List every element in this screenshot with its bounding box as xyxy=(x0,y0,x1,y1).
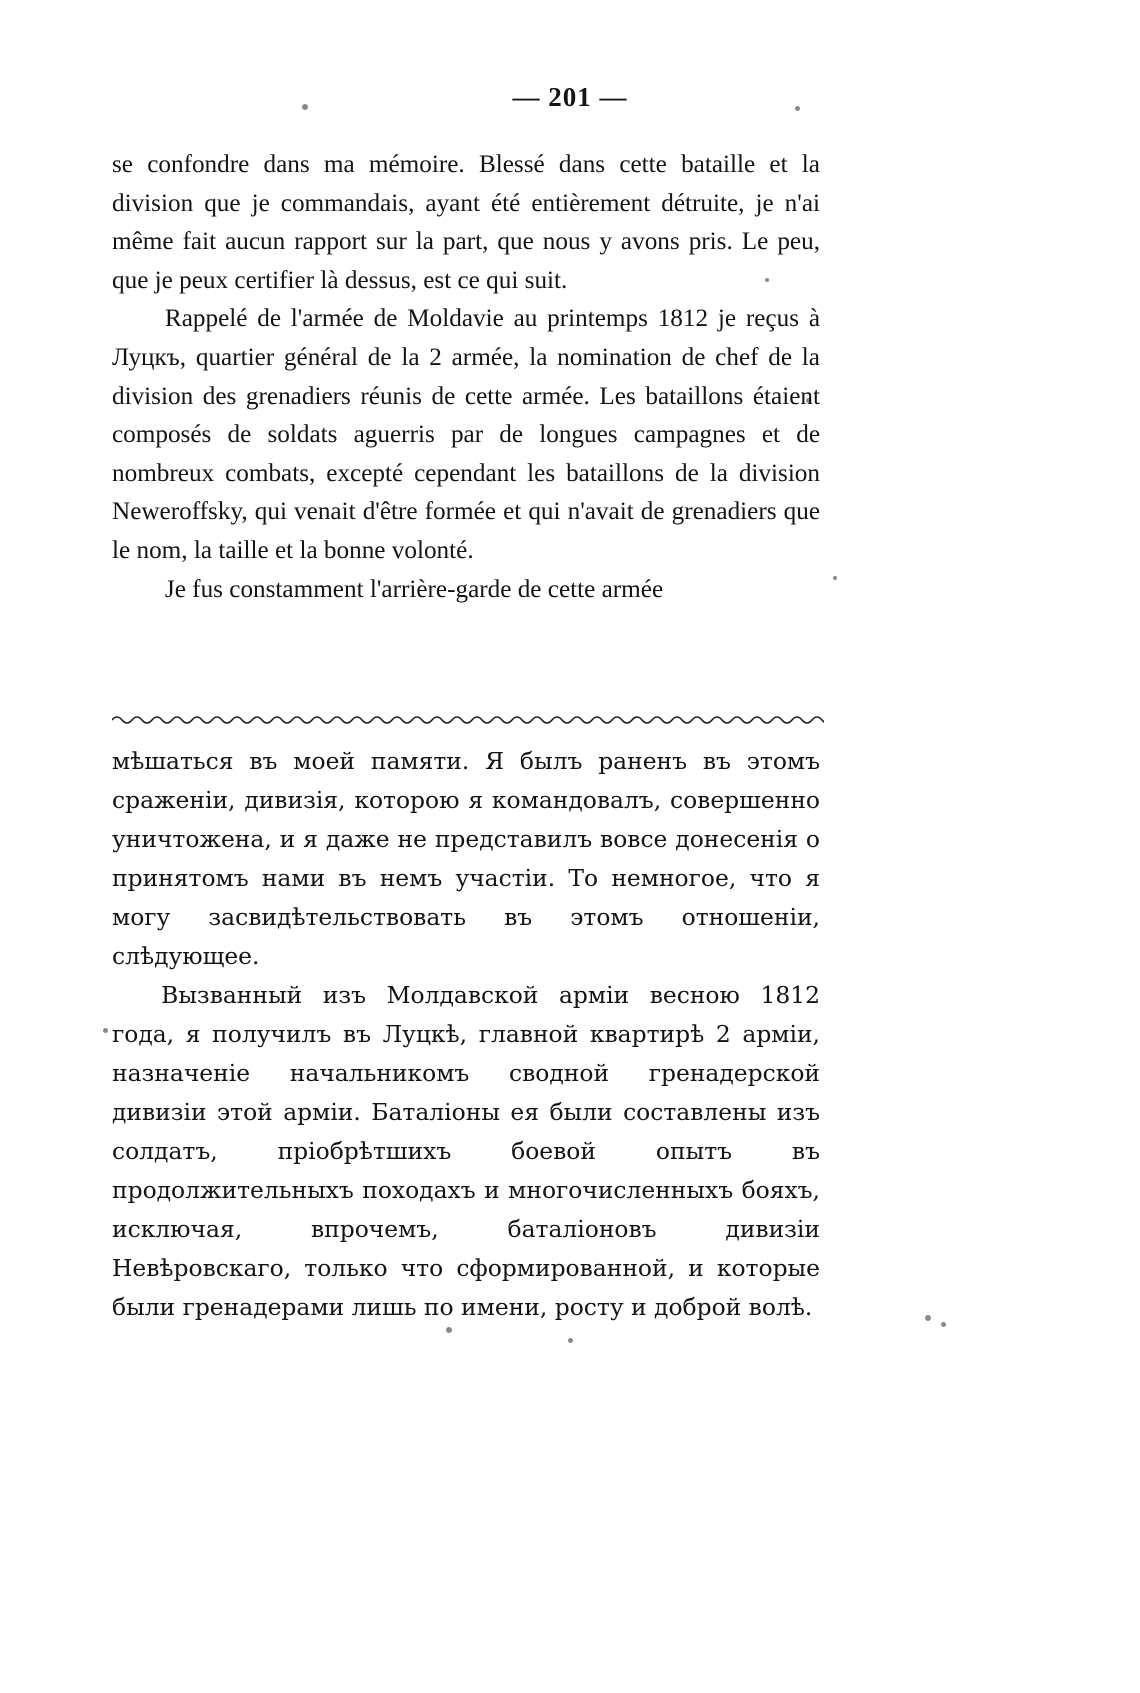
scan-speck xyxy=(925,1315,931,1321)
scan-speck xyxy=(446,1327,452,1333)
page-number: — 201 — xyxy=(512,82,628,112)
french-paragraph-1: se confondre dans ma mémoire. Blessé dans cette bataille et la division que je commandais, ayant été entièrement détruite, je n'ai même fait aucun rapport sur la part, que nous y avons pris. Le peu, que je peux certifier là dessus, est ce qui suit. xyxy=(112,151,820,294)
french-text-block xyxy=(112,146,820,609)
scan-speck xyxy=(302,104,308,110)
wavy-divider xyxy=(112,712,824,726)
scan-speck xyxy=(833,576,837,580)
russian-paragraph-1: мѣшаться въ моей памяти. Я былъ раненъ въ этомъ сраженіи, дивизія, которою я командовалъ, совершенно уничтожена, и я даже не представилъ вовсе донесенія о принятомъ нами въ немъ участіи. То немногое, что я могу засвидѣтельствовать въ этомъ отношеніи, слѣдующее. xyxy=(112,747,820,970)
russian-paragraph-2: Вызванный изъ Молдавской арміи весною 1812 года, я получилъ въ Луцкѣ, главной квартирѣ 2 арміи, назначеніе начальникомъ сводной гренадерской дивизіи этой арміи. Баталіоны ея были составлены изъ солдатъ, пріобрѣтшихъ боевой опытъ въ продолжительныхъ походахъ и многочисленныхъ бояхъ, исключая, впрочемъ, баталіоновъ дивизіи Невѣровскаго, только что сформированной, и которые были гренадерами лишь по имени, росту и доброй волѣ. xyxy=(112,981,820,1321)
russian-text-block xyxy=(112,742,820,1327)
scan-speck xyxy=(941,1322,946,1327)
scan-speck xyxy=(568,1338,573,1343)
french-paragraph-2: Rappelé de l'armée de Moldavie au printemps 1812 je reçus à Луцкъ, quartier général de la 2 armée, la nomination de chef de la division des grenadiers réunis de cette armée. Les bataillons étaient composés de soldats aguerris par de longues campagnes et de nombreux combats, excepté cependant les bataillons de la division Neweroffsky, qui venait d'être formée et qui n'avait de grenadiers que le nom, la taille et la bonne volonté. xyxy=(112,305,820,564)
scan-speck xyxy=(795,106,800,111)
scan-speck xyxy=(103,1028,108,1033)
french-paragraph-3: Je fus constamment l'arrière-garde de cette armée xyxy=(164,575,664,603)
